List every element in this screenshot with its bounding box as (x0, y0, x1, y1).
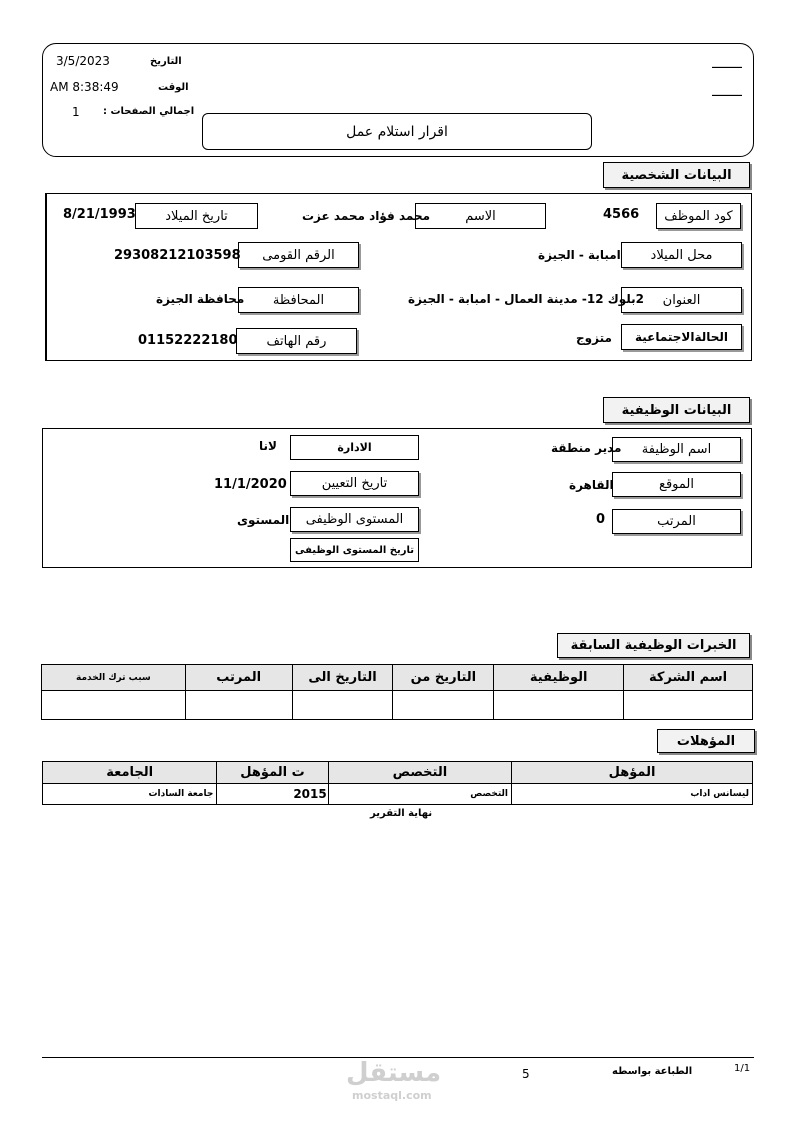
job-name-label: اسم الوظيفة (612, 437, 741, 462)
phone-label: رقم الهاتف (236, 328, 357, 354)
location-label: الموقع (612, 472, 741, 497)
governorate-value: محافظة الجيزة (156, 292, 245, 306)
date-value: 3/5/2023 (56, 54, 110, 68)
salary-label: المرتب (612, 509, 741, 534)
job-level-value: المستوى (237, 513, 290, 527)
address-value: 2بلوك 12- مدينة العمال - امبابة - الجيزة (408, 292, 645, 306)
time-label: الوقت (158, 82, 189, 93)
name-label: الاسم (415, 203, 546, 229)
hire-date-value: 11/1/2020 (214, 477, 287, 492)
marital-status-value: متزوج (576, 331, 612, 345)
qual-year: 2015 (217, 784, 328, 805)
qual-col-year: ت المؤهل (217, 762, 328, 784)
name-value: محمد فؤاد محمد عزت (302, 209, 431, 223)
pages-label: اجمالي الصفحات : (103, 106, 195, 117)
printed-by-label: الطباعة بواسطه (612, 1066, 693, 1077)
experience-table (41, 664, 753, 720)
qual-col-specialization: التخصص (328, 762, 511, 784)
qual-col-university: الجامعة (43, 762, 217, 784)
employee-code-label: كود الموظف (656, 203, 741, 229)
printed-by-value: 5 (522, 1067, 530, 1081)
exp-col-date-from: التاريخ من (393, 665, 494, 691)
page-of-page: 1/1 (734, 1063, 751, 1074)
department-label: الادارة (290, 435, 419, 460)
level-date-label: تاريخ المستوى الوظيفى (290, 538, 419, 562)
qual-qualification: ليسانس اداب (512, 784, 753, 805)
national-id-label: الرقم القومى (238, 242, 359, 268)
table-row (42, 691, 753, 720)
department-value: لانا (259, 439, 277, 453)
birth-date-label: تاريخ الميلاد (135, 203, 258, 229)
date-label: التاريخ (150, 56, 182, 67)
qual-specialization: التخصص (328, 784, 511, 805)
job-level-label: المستوى الوظيفى (290, 507, 419, 532)
birth-place-label: محل الميلاد (621, 242, 742, 268)
blank-line-2: _____ (712, 82, 742, 96)
governorate-label: المحافظة (238, 287, 359, 313)
exp-col-reason: سبب ترك الخدمة (42, 665, 186, 691)
birth-date-value: 8/21/1993 (63, 207, 136, 222)
birth-place-value: امبابة - الجيزة (538, 248, 621, 262)
table-row (43, 784, 753, 805)
qual-university: جامعة السادات (43, 784, 217, 805)
document-title: اقرار استلام عمل (202, 113, 592, 150)
time-value: AM 8:38:49 (50, 80, 119, 94)
qualifications-section-title: المؤهلات (657, 729, 755, 753)
hire-date-label: تاريخ التعيين (290, 471, 419, 496)
employee-code-value: 4566 (603, 207, 640, 222)
end-of-report: نهاية التقرير (370, 808, 433, 819)
marital-status-label: الحالةالاجتماعية (621, 324, 742, 350)
qualifications-table (42, 761, 753, 805)
blank-line-1: _____ (712, 54, 742, 68)
exp-col-company: اسم الشركة (624, 665, 753, 691)
experience-section-title: الخبرات الوظيفية السابقة (557, 633, 750, 658)
salary-value: 0 (596, 512, 606, 527)
job-name-value: مدير منطقة (551, 441, 622, 455)
phone-value: 01152222180 (138, 333, 238, 348)
watermark-subtext: mostaql.com (352, 1089, 432, 1102)
location-value: القاهرة (569, 478, 614, 492)
pages-value: 1 (72, 105, 80, 119)
watermark-logo: مستقل (346, 1058, 442, 1088)
exp-col-job: الوظيفية (494, 665, 624, 691)
job-section-title: البيانات الوظيفية (603, 397, 750, 423)
qual-col-qualification: المؤهل (512, 762, 753, 784)
exp-col-salary: المرتب (185, 665, 292, 691)
national-id-value: 29308212103598 (114, 248, 241, 263)
personal-section-title: البيانات الشخصية (603, 162, 750, 188)
exp-col-date-to: التاريخ الى (292, 665, 393, 691)
address-label: العنوان (621, 287, 742, 313)
